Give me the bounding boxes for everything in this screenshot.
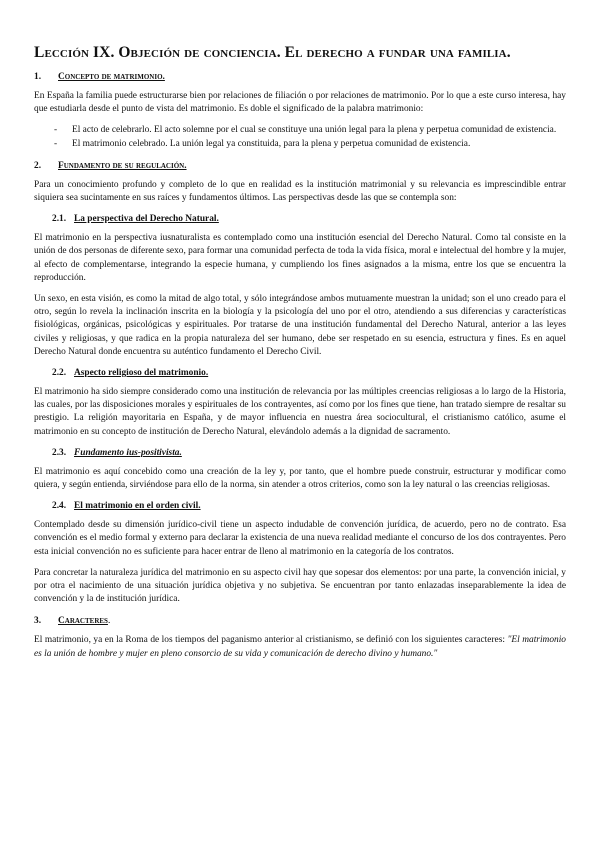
subsection-heading-2-1 (52, 214, 566, 224)
subsection-number: 2.4. (52, 501, 67, 512)
document-page (34, 44, 566, 669)
list-item (34, 124, 566, 137)
paragraph: El matrimonio es aquí concebido como una creación de la ley y, por tanto, que el hombre puede construir, estructurar y modificar como quiera, y según entienda, sirviéndose para ello de la norma, sin atender a otros criterios, como son la ley natural o las creencias religiosas. (34, 466, 566, 491)
paragraph: Para un conocimiento profundo y completo de lo que en realidad es la institución matrimonial y su relevancia es imprescindible entrar siquiera sea sucintamente en sus raíces y fundamentos últimos. Las perspectivas desde las que se contempla son: (34, 179, 566, 204)
section-number: 3. (34, 616, 42, 627)
section-number: 1. (34, 72, 42, 82)
section-heading-2 (34, 161, 566, 171)
page-title: Lección IX. Objeción de conciencia. El derecho a fundar una familia. (34, 44, 511, 61)
list-item-text: El matrimonio celebrado. La unión legal ya constituida, para la plena y perpetua comunidad de existencia. (72, 138, 471, 149)
section-heading-1 (34, 72, 566, 82)
section-title: Caracteres (58, 616, 108, 627)
paragraph (34, 634, 566, 660)
paragraph: En España la familia puede estructurarse bien por relaciones de filiación o por relaciones de matrimonio. Por lo que a este curso interesa, hay que estudiarla desde el punto de vista del matrimonio. Es doble el significado de la palabra matrimonio: (34, 91, 566, 115)
subsection-heading-2-2 (52, 368, 566, 378)
section-title-period: . (107, 616, 111, 627)
list-item-text: El acto de celebrarlo. El acto solemne por el cual se constituye una unión legal para la plena y perpetua comunidad de existencia. (72, 125, 557, 136)
subsection-title: El matrimonio en el orden civil. (74, 501, 201, 512)
section-heading-3 (34, 616, 566, 626)
paragraph: Para concretar la naturaleza jurídica del matrimonio en su aspecto civil hay que sopesar dos elementos: por una parte, la convención inicial, y por otra el nacimiento de una situación jurídica objetiva y no subjetiva. Se encuentran por tanto enlazadas inseparablemente la idea de convención y la de institución jurídica. (34, 567, 566, 605)
subsection-title: La perspectiva del Derecho Natural. (74, 214, 219, 225)
subsection-title: Fundamento ius-positivista. (74, 447, 182, 458)
list-item (34, 138, 566, 151)
paragraph: El matrimonio ha sido siempre considerado como una institución de relevancia por las múltiples creencias religiosas a lo largo de la Historia, las cuales, por las disposiciones morales y espirituales de los contrayentes, así como por los fines que tiene, han tratado siempre de resaltar su prestigio. La religión mayoritaria en España, y de mayor influencia en nuestra área sociocultural, el cristianismo católico, asume el matrimonio en su concepto de institución de Derecho Natural, elevándolo además a la dignidad de sacramento. (34, 387, 566, 437)
section-title: Fundamento de su regulación. (58, 160, 187, 171)
subsection-number: 2.1. (52, 214, 67, 225)
paragraph: El matrimonio en la perspectiva iusnaturalista es contemplado como una institución esencial del Derecho Natural. Como tal consiste en la unión de dos personas de diferente sexo, para formar una comunidad perfecta de toda la vida física, moral e intelectual del hombre y la mujer, al efecto de complementarse, integrando la especie humana, y cumpliendo los fines asignados a la misma, entre los que se encuentra la reproducción. (34, 233, 566, 283)
definition-quote: "El matrimonio es la unión de hombre y mujer en pleno consorcio de su vida y comunicación de derecho divino y humano." (34, 635, 566, 659)
subsection-title: Aspecto religioso del matrimonio. (74, 368, 209, 379)
subsection-heading-2-3 (52, 448, 566, 458)
paragraph: Contemplado desde su dimensión jurídico-civil tiene un aspecto indudable de convención jurídica, de acuerdo, pero no de contrato. Esa convención es el medio formal y externo para declarar la existencia de una nueva realidad mediante el concurso de los dos contrayentes. Pero esta inicial convención no es suficiente para hacer entrar de lleno al matrimonio en la categoría de los contratos. (34, 520, 566, 557)
bullet-dash: - (54, 125, 58, 136)
subsection-heading-2-4 (52, 501, 566, 511)
section-title: Concepto de matrimonio. (58, 72, 165, 82)
bullet-dash: - (54, 138, 58, 149)
section-number: 2. (34, 160, 42, 171)
definition-list (34, 124, 566, 150)
paragraph-text: El matrimonio, ya en la Roma de los tiempos del paganismo anterior al cristianismo, se definió con los siguientes caracteres: (34, 635, 508, 646)
subsection-number: 2.3. (52, 447, 67, 458)
subsection-number: 2.2. (52, 368, 67, 379)
paragraph: Un sexo, en esta visión, es como la mitad de algo total, y sólo integrándose ambos mutuamente muestran la unidad; son el uno creado para el otro, según lo revela la inclinación inscrita en la biología y la psicología del uno por el otro, atendiendo a sus diferencias y características fisiológicas, orgánicas, psicológicas y espirituales. Por tratarse de una institución fundamental del Derecho Natural, anterior a las leyes civiles y religiosas, y que radica en la propia naturaleza del ser humano, debe ser respetado en su esencia, estructura y fines. Es en aquel Derecho Natural donde encuentra su auténtico fundamento el Derecho Civil. (34, 294, 566, 357)
